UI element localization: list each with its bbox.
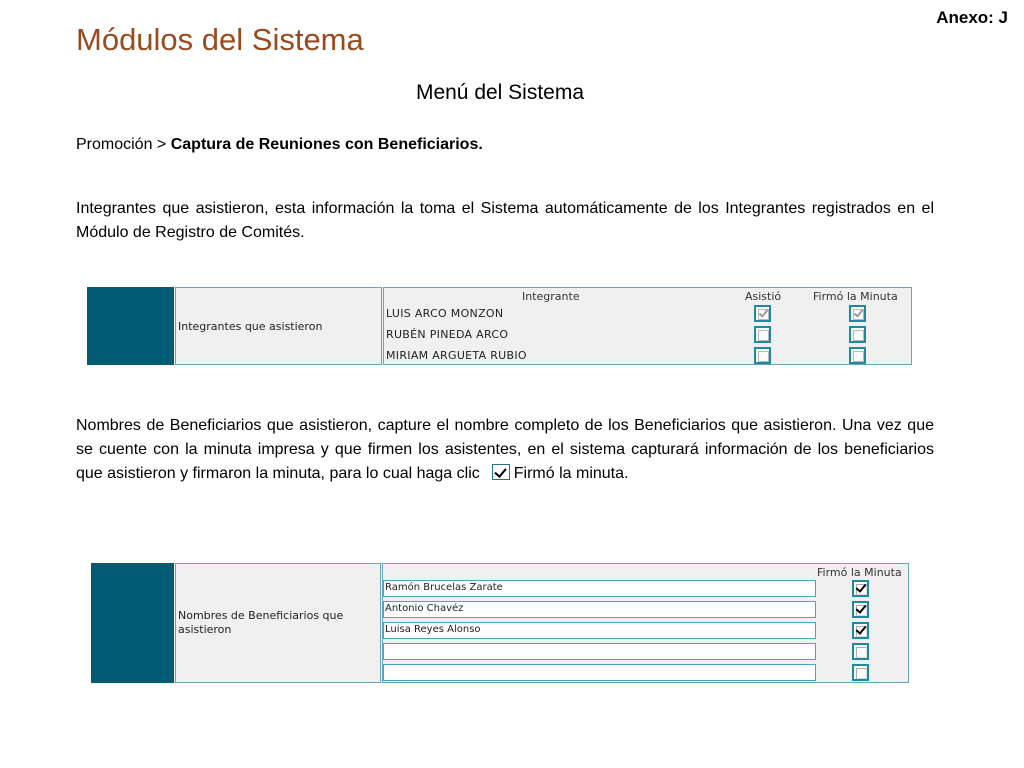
signed-checkbox[interactable]: [852, 622, 869, 639]
beneficiaries-table: [382, 563, 909, 683]
table-row: MIRIAM ARGUETA RUBIO: [386, 349, 527, 362]
breadcrumb-current: Captura de Reuniones con Beneficiarios.: [170, 136, 483, 153]
form-side-bar: [87, 287, 174, 365]
signed-checkbox[interactable]: [852, 601, 869, 618]
header-firmo: Firmó la Minuta: [817, 566, 902, 579]
attendees-label: Integrantes que asistieron: [175, 287, 382, 365]
signed-checkbox: [849, 326, 866, 343]
header-asistio: Asistió: [745, 290, 782, 303]
page-title: Módulos del Sistema: [76, 22, 364, 57]
attendees-form: [87, 287, 912, 365]
breadcrumb: [76, 136, 483, 154]
header-firmo: Firmó la Minuta: [813, 290, 898, 303]
beneficiary-name-input[interactable]: [383, 643, 816, 660]
paragraph-attendees: Integrantes que asistieron, esta información la toma el Sistema automáticamente de los Integrantes registrados en el Módulo de Registro de Comités.: [76, 200, 934, 241]
signed-checkbox[interactable]: [852, 664, 869, 681]
signed-checkbox: [849, 347, 866, 364]
page-subtitle: Menú del Sistema: [415, 81, 585, 104]
attendees-table: [383, 287, 912, 365]
checkbox-checked-icon: [492, 464, 510, 480]
beneficiary-name-input[interactable]: Antonio Chavéz: [383, 601, 816, 618]
table-row: RUBÉN PINEDA ARCO: [386, 328, 509, 341]
attended-checkbox: [754, 305, 771, 322]
paragraph-text-end: Firmó la minuta.: [513, 465, 629, 482]
paragraph-beneficiaries: [76, 414, 934, 486]
beneficiaries-label: Nombres de Beneficiarios que asistieron: [175, 563, 381, 683]
signed-checkbox[interactable]: [852, 643, 869, 660]
breadcrumb-parent: Promoción >: [76, 136, 171, 153]
attended-checkbox: [754, 347, 771, 364]
paragraph-text: Nombres de Beneficiarios que asistieron, capture el nombre completo de los Beneficiarios que asistieron. Una vez que se cuente con la minuta impresa y que firmen los asistentes, en el sistema capturará información de los beneficiarios que asistieron y firmaron la minuta, para lo cual haga clic: [76, 417, 934, 482]
annex-label: Anexo: J: [936, 8, 1008, 27]
signed-checkbox[interactable]: [852, 580, 869, 597]
beneficiary-name-input[interactable]: [383, 664, 816, 681]
header-integrante: Integrante: [522, 290, 580, 303]
form-side-bar: [91, 563, 174, 683]
signed-checkbox: [849, 305, 866, 322]
beneficiaries-form: [91, 563, 909, 683]
attended-checkbox: [754, 326, 771, 343]
beneficiary-name-input[interactable]: Luisa Reyes Alonso: [383, 622, 816, 639]
beneficiary-name-input[interactable]: Ramón Brucelas Zarate: [383, 580, 816, 597]
table-row: LUIS ARCO MONZON: [386, 307, 504, 320]
